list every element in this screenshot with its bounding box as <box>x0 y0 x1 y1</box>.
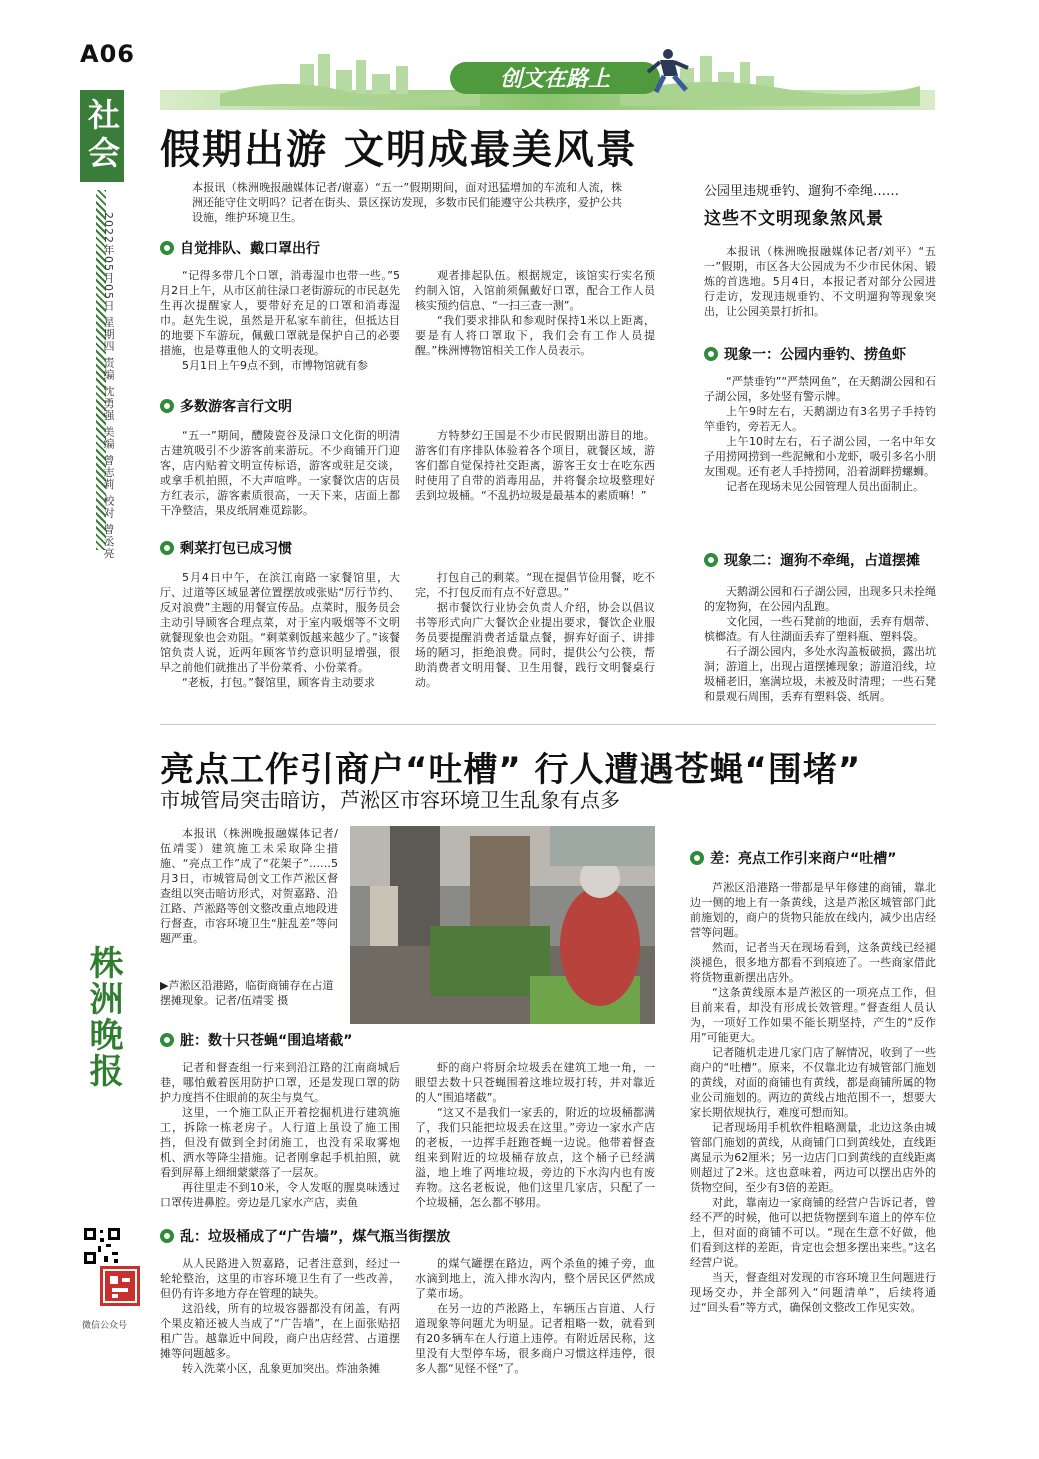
section-tab: 社会 <box>80 90 124 182</box>
page-number: A06 <box>80 40 135 68</box>
article1-subhead-3: 剩菜打包已成习惯 <box>160 538 292 558</box>
article1-subhead-1: 自觉排队、戴口罩出行 <box>160 238 320 258</box>
bullet-circle-icon <box>704 553 718 567</box>
article2-lead: 本报讯（株洲晚报融媒体记者/刘平）“五一”假期，市区各大公园成为不少市民休闲、锻炼的首选地。5月4日，本报记者对部分公园进行走访，发现违规垂钓、不文明遛狗等现象突出，让公园美景打折扣。 <box>704 245 936 318</box>
article2-subhead-1: 现象一：公园内垂钓、捞鱼虾 <box>704 344 906 364</box>
article1-sec3-col1: 5月4日中午，在滨江南路一家餐馆里，大厅、过道等区域显著位置摆放或张贴“厉行节约、反对浪费”主题的用餐宣传品。点菜时，服务员会主动引导顾客合理点菜，对于室内吸烟等不文明就餐现象也会劝阻。“剩菜剩饭越来越少了。”该餐馆负责人说，近两年顾客节约意识明显增强，很早之前他们就推出了半份菜肴、小份菜肴。 “老板，打包。”餐馆里，顾客肯主动要求 <box>160 571 400 689</box>
article3-title: 亮点工作引商户“吐槽” 行人遭遇苍蝇“围堵” <box>160 750 862 790</box>
photo-caption: ▶芦淞区沿港路，临街商铺存在占道摆摊现象。记者/伍靖雯 摄 <box>160 979 334 1007</box>
dateline: 2022年05月05日 星期四 责编 沈勇强 美编 曾志莉 校对 曾丞亮 <box>102 212 115 560</box>
article3-subhead-2: 乱：垃圾桶成了“广告墙”，煤气瓶当街摆放 <box>160 1226 450 1246</box>
bullet-circle-icon <box>704 347 718 361</box>
section-banner <box>160 46 935 112</box>
article3-sec1-col1: 记者和督查组一行来到沿江路的江南商城后巷，哪怕戴着医用防护口罩，还是发现口罩的防护力度挡不住眼前的灰尘与臭气。 这里，一个施工队正开着挖掘机进行建筑施工，拆除一栋老房子。人行道上虽设了施工围挡，但没有做到全封闭施工，也没有采取雾炮机、洒水等降尘措施。记者刚拿起手机拍照，就看到屏幕上细细蒙蒙落了一层灰。 再往里走不到10米，令人发呕的腥臭味透过口罩传进鼻腔。旁边是几家水产店，卖鱼 <box>160 1061 400 1209</box>
article3-subhead-1: 脏：数十只苍蝇“围追堵截” <box>160 1030 352 1050</box>
article3-subhead-3: 差：亮点工作引来商户“吐槽” <box>690 848 896 868</box>
qr-label: 微信公众号 <box>82 1321 128 1331</box>
article3-sec2-col2: 的煤气罐摆在路边，两个杀鱼的摊子旁，血水滴到地上，流入排水沟内，整个居民区俨然成了菜市场。 在另一边的芦淞路上，车辆压占盲道、人行道现象等问题尤为明显。记者粗略一数，就看到有20多辆车在人行道上违停。有附近居民称，这里没有大型停车场，很多商户习惯这样违停，很多人都“见怪不怪”了。 <box>415 1257 655 1375</box>
article3-sec1-col2: 虾的商户将厨余垃圾丢在建筑工地一角，一眼望去数十只苍蝇围着这堆垃圾打转，并对靠近的人“围追堵截”。 “这又不是我们一家丢的，附近的垃圾桶都满了，我们只能把垃圾丢在这里。”旁边一家水产店的老板，一边挥手赶跑苍蝇一边说。他带着督查组来到附近的垃圾桶存放点，这个桶子已经满溢，地上堆了两堆垃圾，旁边的下水沟内也有废弃物。这名老板说，他们这里几家店，只配了一个垃圾桶，怎么都不够用。 <box>415 1061 655 1209</box>
section-divider <box>160 724 936 725</box>
banner-title: 创文在路上 <box>499 67 611 92</box>
article1-sec2-col1: “五一”期间，醴陵瓷谷及渌口文化街的明清古建筑吸引不少游客前来游玩。不少商铺开门迎客，店内贴着文明宣传标语，游客或驻足交谈，或拿手机拍照，不大声喧哗。一家餐饮店的店员方红表示，游客素质很高，一天下来，店面上都干净整洁，果皮纸屑难觅踪影。 <box>160 429 400 517</box>
bullet-circle-icon <box>160 1229 174 1243</box>
article2-kicker: 公园里违规垂钓、遛狗不牵绳…… <box>704 184 900 199</box>
bullet-circle-icon <box>160 1033 174 1047</box>
bullet-circle-icon <box>160 541 174 555</box>
city-skyline-illustration <box>160 46 935 112</box>
article1-sec3-col2: 打包自己的剩菜。“现在提倡节俭用餐，吃不完，不打包反而有点不好意思。” 据市餐饮行业协会负责人介绍，协会以倡议书等形式向广大餐饮企业提出要求，餐饮企业服务员要提醒消费者适量点餐，摒弃好面子、讲排场的陋习，拒绝浪费。同时，提供公勺公筷，帮助消费者文明用餐、卫生用餐，践行文明餐桌行动。 <box>415 571 655 689</box>
seal-stamp-icon <box>100 1266 140 1306</box>
article2-sec2-body: 天鹅湖公园和石子湖公园，出现多只未拴绳的宠物狗，在公园内乱跑。 文化园，一些石凳前的地面，丢弃有烟蒂、槟榔渣。有人往湖面丢弃了塑料瓶、塑料袋。 石子湖公园内，多处水沟盖板破损，露出坑洞；游道上，出现占道摆摊现象；游道沿线，垃圾桶老旧，塞满垃圾，未被及时清理；一些石凳和景观石周围，丢弃有塑料袋、纸屑。 <box>704 585 936 703</box>
qr-code-icon <box>82 1226 122 1266</box>
bullet-circle-icon <box>160 241 174 255</box>
street-market-photo <box>350 826 655 1024</box>
article3-subtitle: 市城管局突击暗访，芦淞区市容环境卫生乱象有点多 <box>160 788 620 812</box>
article1-lead: 本报讯（株洲晚报融媒体记者/谢嘉）“五一”假期期间，面对迅猛增加的车流和人流，株洲还能守住文明吗？记者在街头、景区探访发现，多数市民们能遵守公共秩序，爱护公共设施，维护环境卫生。 <box>192 181 622 224</box>
bullet-circle-icon <box>690 851 704 865</box>
article3-sec3-body: 芦淞区沿港路一带都是早年修建的商铺，靠北边一侧的地上有一条黄线，这是芦淞区城管部门此前施划的，商户的货物只能放在线内，减少出店经营等问题。 然而，记者当天在现场看到，这条黄线已经褪淡褪色，很多地方都看不到痕迹了。一些商家借此将货物重新摆出店外。 “这条黄线原本是芦淞区的一项亮点工作，但目前来看，却没有形成长效管理。”督查组人员认为，一项好工作如果不能长期坚持，产生的“反作用”可能更大。 记者随机走进几家门店了解情况，收到了一些商户的“吐槽”。原来，不仅靠北边有城管部门施划的黄线，对面的商铺也有黄线，都是商铺所属的物业公司施划的。两边的黄线占地范围不一，想要大家长期依规执行，难度可想而知。 记者现场用手机软件粗略测量，北边这条由城管部门施划的黄线，从商铺门口到黄线处，直线距离显示为62厘米；另一边店门口到黄线的直线距离则超过了2米。这也意味着，两边可以摆出店外的货物空间，至少有3倍的差距。 对此，靠南边一家商铺的经营户告诉记者，曾经不严的时候，他可以把货物摆到车道上的停车位上，但对面的商铺不可以。“现在生意不好做，他们看到这样的差距，肯定也会想多摆出来些。”这名经营户说。 当天，督查组对发现的市容环境卫生问题进行现场交办，并全部列入“问题清单”，后续将通过“回头看”等方式，确保创文整改工作见实效。 <box>690 881 936 1314</box>
article2-subhead-2: 现象二：遛狗不牵绳，占道摆摊 <box>704 550 920 570</box>
bullet-circle-icon <box>160 399 174 413</box>
article3-sec2-col1: 从人民路进入贺嘉路，记者注意到，经过一轮轮整治，这里的市容环境卫生有了一些改善，但仍有许多地方存在管理的缺失。 这沿线，所有的垃圾容器都没有闭盖，有两个果皮箱还被人当成了“广告墙”，在上面张贴招租广告。越靠近中间段，商户出店经营、占道摆摊等问题越多。 转入洗菜小区，乱象更加突出。炸油条摊 <box>160 1257 400 1375</box>
article1-sec1-col2: 观者排起队伍。根据规定，该馆实行实名预约制入馆，入馆前须佩戴好口罩，配合工作人员核实预约信息、“一扫三查一测”。 “我们要求排队和参观时保持1米以上距离，要是有人将口罩取下，我们会有工作人员提醒。”株洲博物馆相关工作人员表示。 <box>415 269 655 357</box>
article2-title: 这些不文明现象煞风景 <box>704 209 884 229</box>
article1-title: 假期出游 文明成最美风景 <box>160 127 638 173</box>
paper-logo: 株洲晚报 <box>83 945 123 1089</box>
article2-sec1-body: “严禁垂钓”“严禁网鱼”，在天鹅湖公园和石子湖公园，多处竖有警示牌。 上午9时左右，天鹅湖边有3名男子手持钓竿垂钓，旁若无人。 上午10时左右，石子湖公园，一名中年女子用捞网捞到一些泥鳅和小龙虾，吸引多名小朋友围观。还有老人手持捞网，沿着湖畔捞螺蛳。 记者在现场未见公园管理人员出面制止。 <box>704 375 936 493</box>
article3-lead: 本报讯（株洲晚报融媒体记者/伍靖雯）建筑施工未采取降尘措施、“亮点工作”成了“花架子”……5月3日，市城管局创文工作芦淞区督查组以突击暗访形式，对贺嘉路、沿江路、芦淞路等创文整改重点地段进行督查，市容环境卫生“脏乱差”等问题严重。 <box>160 827 338 945</box>
article1-sec1-col1: “记得多带几个口罩，消毒湿巾也带一些。”5月2日上午，从市区前往渌口老街游玩的市民赵先生再次提醒家人，要带好充足的口罩和消毒湿巾。赵先生说，虽然是开私家车前往，但抵达目的地要下车游玩，佩戴口罩就是保护自己的必要措施，也是尊重他人的文明表现。 5月1日上午9点不到，市博物馆就有参 <box>160 269 400 372</box>
article1-sec2-col2: 方特梦幻王国是不少市民假期出游目的地。游客们有序排队体验着各个项目，就餐区域，游客们都自觉保持社交距离，游客王女士在吃东西时使用了自带的消毒用品，并将餐余垃圾整理好丢到垃圾桶。“不乱扔垃圾是最基本的素质嘛！” <box>415 429 655 502</box>
article1-subhead-2: 多数游客言行文明 <box>160 396 292 416</box>
